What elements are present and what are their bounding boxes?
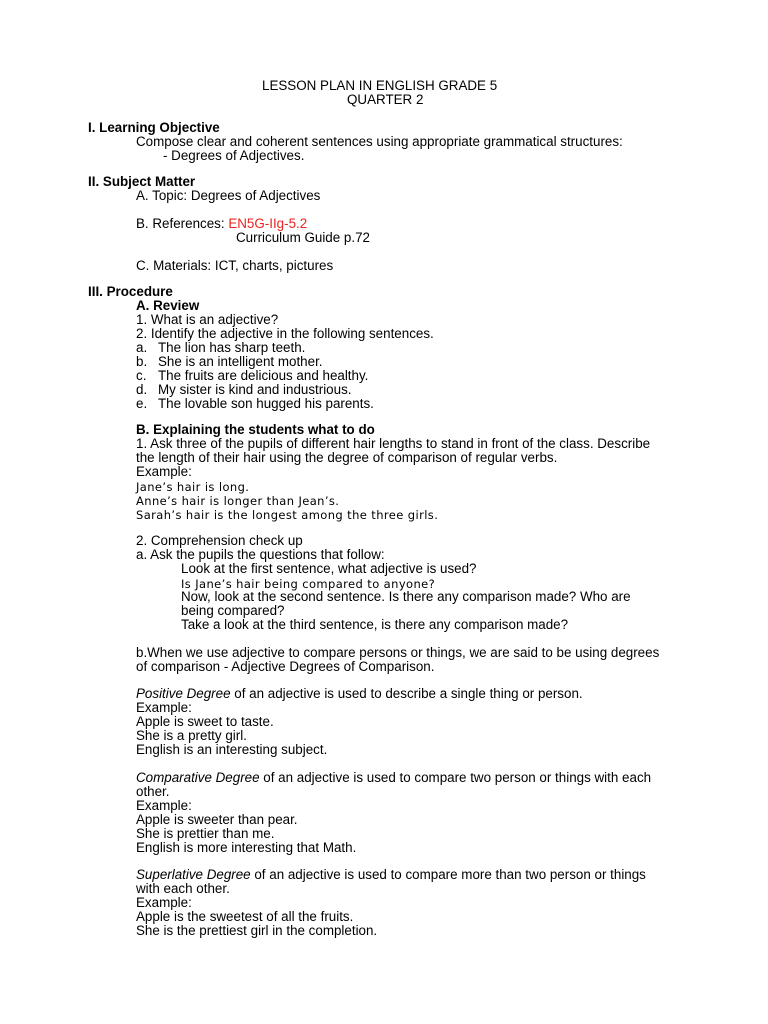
review-question-2: 2. Identify the adjective in the following sentences. — [136, 326, 434, 341]
review-item-letter: c. — [136, 368, 147, 383]
example-label: Example: — [136, 895, 192, 910]
subject-matter-heading: II. Subject Matter — [88, 174, 196, 189]
explaining-instruction: 1. Ask three of the pupils of different hair lengths to stand in front of the class. Describe — [136, 436, 651, 451]
explaining-heading: B. Explaining the students what to do — [136, 422, 375, 437]
explaining-instruction-cont: the length of their hair using the degree of comparison of regular verbs. — [136, 450, 558, 465]
degrees-intro-cont: of comparison - Adjective Degrees of Comparison. — [136, 659, 435, 674]
comparative-example: English is more interesting that Math. — [136, 840, 357, 855]
materials-line: C. Materials: ICT, charts, pictures — [136, 258, 334, 273]
curriculum-guide: Curriculum Guide p.72 — [236, 230, 370, 245]
comparative-example: She is prettier than me. — [136, 826, 275, 841]
review-item — [136, 396, 374, 411]
review-item — [136, 382, 352, 397]
positive-degree-term: Positive Degree — [136, 686, 231, 701]
procedure-heading: III. Procedure — [88, 284, 173, 299]
objective-heading: I. Learning Objective — [88, 120, 220, 135]
document-title: LESSON PLAN IN ENGLISH GRADE 5 — [262, 78, 498, 93]
comparative-degree-definition: Comparative Degree of an adjective is used to compare two person or things with each — [136, 770, 652, 785]
review-item-text: The lion has sharp teeth. — [158, 340, 306, 355]
comprehension-question: Now, look at the second sentence. Is there any comparison made? Who are — [181, 589, 631, 604]
comparative-degree-term: Comparative Degree — [136, 770, 260, 785]
positive-degree-definition: Positive Degree of an adjective is used to describe a single thing or person. — [136, 686, 583, 701]
comprehension-subquestion: Is Jane’s hair being compared to anyone? — [181, 577, 436, 591]
review-item-text: My sister is kind and industrious. — [158, 382, 352, 397]
positive-example: She is a pretty girl. — [136, 728, 247, 743]
hair-example: Anne’s hair is longer than Jean’s. — [136, 494, 340, 508]
review-item-letter: e. — [136, 396, 148, 411]
review-item — [136, 368, 369, 383]
review-item — [136, 354, 323, 369]
example-label: Example: — [136, 700, 192, 715]
positive-example: English is an interesting subject. — [136, 742, 328, 757]
objective-item: - Degrees of Adjectives. — [163, 148, 305, 163]
objective-text: Compose clear and coherent sentences using appropriate grammatical structures: — [136, 134, 623, 149]
superlative-degree-term: Superlative Degree — [136, 867, 251, 882]
hair-example: Jane’s hair is long. — [136, 480, 250, 494]
example-label: Example: — [136, 798, 192, 813]
comprehension-question: Look at the first sentence, what adjective is used? — [181, 561, 477, 576]
review-item — [136, 340, 306, 355]
review-item-letter: a. — [136, 340, 148, 355]
comprehension-question: Take a look at the third sentence, is there any comparison made? — [181, 617, 569, 632]
review-question-1: 1. What is an adjective? — [136, 312, 279, 327]
review-item-letter: d. — [136, 382, 148, 397]
quarter-label: QUARTER 2 — [347, 92, 424, 107]
review-item-text: The fruits are delicious and healthy. — [158, 368, 369, 383]
references-line — [136, 217, 307, 231]
comprehension-heading: 2. Comprehension check up — [136, 533, 303, 548]
comparative-definition-cont: other. — [136, 784, 170, 799]
references-code: EN5G-IIg-5.2 — [228, 216, 308, 231]
review-heading: A. Review — [136, 298, 200, 313]
superlative-example: She is the prettiest girl in the completion. — [136, 923, 378, 938]
review-item-text: The lovable son hugged his parents. — [158, 396, 374, 411]
review-item-text: She is an intelligent mother. — [158, 354, 323, 369]
superlative-definition-cont: with each other. — [136, 881, 230, 896]
degrees-intro: b.When we use adjective to compare persons or things, we are said to be using degrees — [136, 645, 660, 660]
comprehension-question-cont: being compared? — [181, 603, 285, 618]
positive-example: Apple is sweet to taste. — [136, 714, 274, 729]
superlative-degree-definition: Superlative Degree of an adjective is used to compare more than two person or things — [136, 867, 646, 882]
review-item-letter: b. — [136, 354, 148, 369]
superlative-example: Apple is the sweetest of all the fruits. — [136, 909, 354, 924]
references-label: B. References: — [136, 216, 225, 231]
topic-line: A. Topic: Degrees of Adjectives — [136, 188, 321, 203]
example-label: Example: — [136, 464, 192, 479]
comparative-example: Apple is sweeter than pear. — [136, 812, 298, 827]
hair-example: Sarah’s hair is the longest among the three girls. — [136, 508, 439, 522]
comprehension-instruction: a. Ask the pupils the questions that follow: — [136, 547, 385, 562]
